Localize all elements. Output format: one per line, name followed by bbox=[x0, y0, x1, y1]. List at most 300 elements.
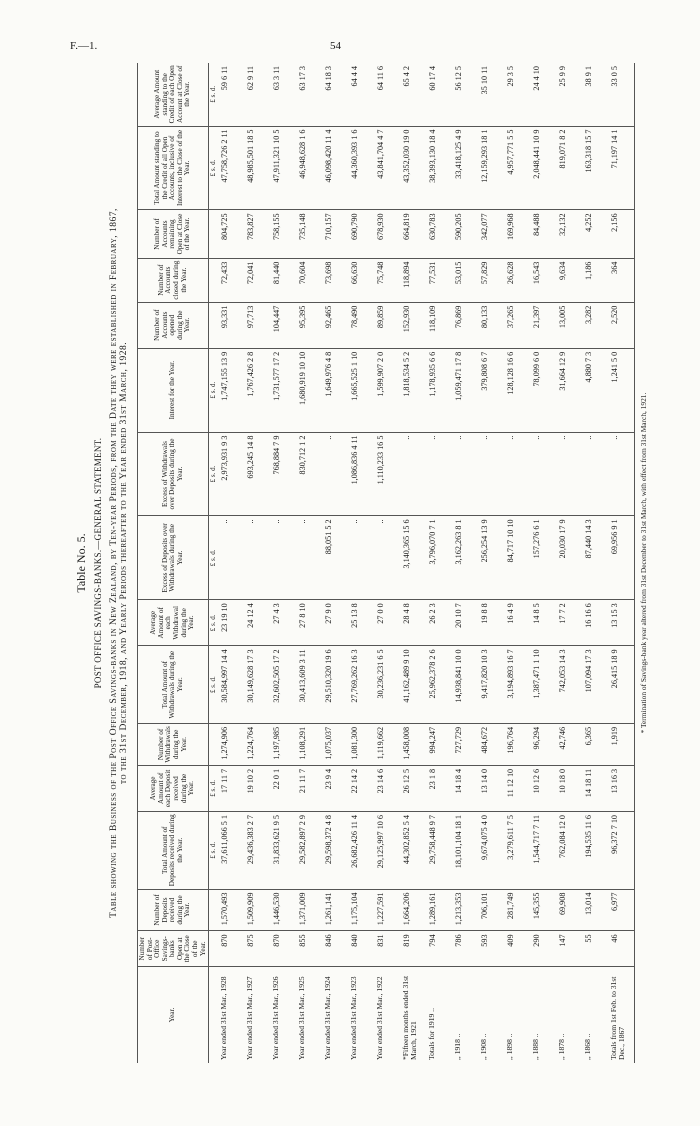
table-cell: 41,162,489 9 10 bbox=[400, 646, 426, 724]
table-cell: 693,245 14 8 bbox=[244, 432, 270, 516]
table-cell: 92,465 bbox=[322, 302, 348, 348]
table-cell: 66,630 bbox=[348, 258, 374, 302]
table-cell: 53,015 bbox=[452, 258, 478, 302]
table-cell: 379,808 6 7 bbox=[478, 348, 504, 432]
table-cell: 846 bbox=[322, 931, 348, 967]
table-cell: 32,602,505 17 2 bbox=[270, 646, 296, 724]
column-header: Average Amount standing to the Credit of each Open Account at Close of the Year. bbox=[138, 63, 209, 126]
table-cell: .. bbox=[322, 432, 348, 516]
table-cell: 152,930 bbox=[400, 302, 426, 348]
table-cell: 1,680,919 10 10 bbox=[296, 348, 322, 432]
unit-label bbox=[209, 967, 219, 1063]
table-cell: 27 4 3 bbox=[270, 600, 296, 646]
table-cell: 1,289,161 bbox=[426, 889, 452, 931]
table-row bbox=[608, 63, 635, 1063]
row-year-label: ,, 1868 .. bbox=[583, 1033, 593, 1060]
unit-label bbox=[209, 931, 219, 967]
table-cell: 16 16 6 bbox=[582, 600, 608, 646]
table-cell: 38,393,130 18 4 bbox=[426, 126, 452, 210]
table-cell: 22 0 1 bbox=[270, 765, 296, 811]
table-cell: 25 13 8 bbox=[348, 600, 374, 646]
table-cell: 29,582,897 2 9 bbox=[296, 811, 322, 889]
table-cell: 819,071 8 2 bbox=[556, 126, 582, 210]
table-cell: 71,197 14 1 bbox=[608, 126, 635, 210]
table-cell: 870 bbox=[218, 931, 244, 967]
table-cell: 46,098,420 11 4 bbox=[322, 126, 348, 210]
table-cell: 62 9 11 bbox=[244, 63, 270, 126]
table-row bbox=[478, 63, 504, 1063]
table-row bbox=[296, 63, 322, 1063]
table-cell: 875 bbox=[244, 931, 270, 967]
table-cell: 1,075,037 bbox=[322, 723, 348, 765]
table-cell: 29,758,448 9 7 bbox=[426, 811, 452, 889]
table-cell: 37,265 bbox=[504, 302, 530, 348]
table-cell: 1,509,909 bbox=[244, 889, 270, 931]
table-cell: .. bbox=[504, 432, 530, 516]
table-cell: 710,157 bbox=[322, 210, 348, 258]
table-cell: 30,236,231 6 5 bbox=[374, 646, 400, 724]
column-header: Year. bbox=[138, 967, 209, 1063]
row-year-label: Year ended 31st Mar., 1928 bbox=[219, 976, 229, 1060]
table-cell: 194,535 11 6 bbox=[582, 811, 608, 889]
table-cell: 13,014 bbox=[582, 889, 608, 931]
titles-block bbox=[74, 63, 129, 1063]
table-cell: 855 bbox=[296, 931, 322, 967]
table-cell: .. bbox=[530, 432, 556, 516]
table-cell: 256,254 13 9 bbox=[478, 516, 504, 600]
row-year-label: *Fifteen months ended 31st March, 1921 bbox=[401, 975, 419, 1060]
table-cell: 32,132 bbox=[556, 210, 582, 258]
table-cell: 1,110,233 16 5 bbox=[374, 432, 400, 516]
table-cell: 804,725 bbox=[218, 210, 244, 258]
table-row bbox=[400, 63, 426, 1063]
table-cell: .. bbox=[400, 432, 426, 516]
column-header: Excess of Deposits over Withdrawals during the Year. bbox=[138, 516, 209, 600]
table-title: POST OFFICE SAVINGS-BANKS.—GENERAL STATEMENT. bbox=[93, 437, 103, 689]
table-number: Table No. 5. bbox=[74, 533, 88, 593]
table-cell: 23 1 8 bbox=[426, 765, 452, 811]
table-cell: 33,418,125 4 9 bbox=[452, 126, 478, 210]
table-cell: 128,128 16 6 bbox=[504, 348, 530, 432]
savings-bank-table bbox=[137, 63, 635, 1063]
table-row bbox=[348, 63, 374, 1063]
table-cell: .. bbox=[348, 516, 374, 600]
unit-label bbox=[209, 723, 219, 765]
table-cell: 678,930 bbox=[374, 210, 400, 258]
table-cell: 762,084 12 0 bbox=[556, 811, 582, 889]
table-cell: 24 12 4 bbox=[244, 600, 270, 646]
table-cell: 35 10 11 bbox=[478, 63, 504, 126]
table-cell: 630,783 bbox=[426, 210, 452, 258]
table-cell: 64 11 6 bbox=[374, 63, 400, 126]
table-cell: 727,729 bbox=[452, 723, 478, 765]
table-cell: 93,331 bbox=[218, 302, 244, 348]
table-cell: 55 bbox=[582, 931, 608, 967]
table-cell: 48,985,501 18 5 bbox=[244, 126, 270, 210]
table-cell: 78,099 6 0 bbox=[530, 348, 556, 432]
table-cell: 64 18 3 bbox=[322, 63, 348, 126]
table-cell: 1,086,836 4 11 bbox=[348, 432, 374, 516]
table-cell: 76,869 bbox=[452, 302, 478, 348]
table-cell: .. bbox=[244, 516, 270, 600]
table-cell: 88,051 5 2 bbox=[322, 516, 348, 600]
table-cell: 409 bbox=[504, 931, 530, 967]
table-cell: 107,094 17 3 bbox=[582, 646, 608, 724]
row-year-label: ,, 1908 .. bbox=[479, 1033, 489, 1060]
unit-label: £ s. d. bbox=[209, 126, 219, 210]
table-cell: 1,649,976 4 8 bbox=[322, 348, 348, 432]
table-cell: .. bbox=[608, 432, 635, 516]
column-header: Number of Accounts remaining Open at Close of the Year. bbox=[138, 210, 209, 258]
row-year-label: Year ended 31st Mar., 1923 bbox=[349, 976, 359, 1060]
table-cell: 22 14 2 bbox=[348, 765, 374, 811]
table-cell: 37,611,066 5 1 bbox=[218, 811, 244, 889]
table-cell: .. bbox=[426, 432, 452, 516]
table-cell: 9,674,075 4 0 bbox=[478, 811, 504, 889]
page-number: 54 bbox=[330, 40, 341, 52]
table-cell: .. bbox=[374, 516, 400, 600]
table-cell: 1,059,471 17 8 bbox=[452, 348, 478, 432]
table-row bbox=[530, 63, 556, 1063]
table-cell: 13 16 3 bbox=[608, 765, 635, 811]
table-cell: 1,175,104 bbox=[348, 889, 374, 931]
unit-label: £ s. d. bbox=[209, 811, 219, 889]
table-cell: 69,956 9 1 bbox=[608, 516, 635, 600]
table-cell: 23 9 4 bbox=[322, 765, 348, 811]
table-row bbox=[218, 63, 244, 1063]
table-cell: 60 17 4 bbox=[426, 63, 452, 126]
table-cell: 95,395 bbox=[296, 302, 322, 348]
table-cell: 13 14 0 bbox=[478, 765, 504, 811]
table-cell: 2,520 bbox=[608, 302, 635, 348]
table-cell: 364 bbox=[608, 258, 635, 302]
table-cell: 1,544,717 7 11 bbox=[530, 811, 556, 889]
table-cell: 20,030 17 9 bbox=[556, 516, 582, 600]
row-year-label: ,, 1898 .. bbox=[505, 1033, 515, 1060]
table-cell: 80,133 bbox=[478, 302, 504, 348]
table-cell: 1,274,906 bbox=[218, 723, 244, 765]
table-cell: 593 bbox=[478, 931, 504, 967]
table-cell: 63 3 11 bbox=[270, 63, 296, 126]
table-cell: 1,599,907 2 0 bbox=[374, 348, 400, 432]
row-year-label: Year ended 31st Mar., 1922 bbox=[375, 976, 385, 1060]
table-cell: 590,205 bbox=[452, 210, 478, 258]
column-header: Number of Post-Office Savings-banks Open at the Close of the Year. bbox=[138, 931, 209, 967]
table-cell: 26,682,426 11 4 bbox=[348, 811, 374, 889]
table-cell: 30,584,997 14 4 bbox=[218, 646, 244, 724]
row-year-label: Year ended 31st Mar., 1925 bbox=[297, 976, 307, 1060]
table-cell: 484,672 bbox=[478, 723, 504, 765]
table-cell: 31,833,621 9 5 bbox=[270, 811, 296, 889]
table-cell: 31,664 12 9 bbox=[556, 348, 582, 432]
table-cell: 1,227,591 bbox=[374, 889, 400, 931]
table-cell: 3,282 bbox=[582, 302, 608, 348]
unit-label: £ s. d. bbox=[209, 600, 219, 646]
table-cell: 1,731,577 17 2 bbox=[270, 348, 296, 432]
table-cell: 4,252 bbox=[582, 210, 608, 258]
row-year-label: ,, 1888 .. bbox=[531, 1033, 541, 1060]
table-cell: 4,880 7 3 bbox=[582, 348, 608, 432]
column-header: Number of Deposits received during the Year. bbox=[138, 889, 209, 931]
table-cell: 27,769,262 16 3 bbox=[348, 646, 374, 724]
table-cell: 6,977 bbox=[608, 889, 635, 931]
unit-label: £ s. d. bbox=[209, 348, 219, 432]
table-cell: 29,598,372 4 8 bbox=[322, 811, 348, 889]
table-cell: 290 bbox=[530, 931, 556, 967]
table-cell: 1,178,935 6 6 bbox=[426, 348, 452, 432]
table-cell: .. bbox=[452, 432, 478, 516]
table-cell: 42,746 bbox=[556, 723, 582, 765]
row-year-label: Year ended 31st Mar., 1926 bbox=[271, 976, 281, 1060]
table-cell: 43,841,704 4 7 bbox=[374, 126, 400, 210]
table-cell: 29 3 5 bbox=[504, 63, 530, 126]
header-row bbox=[138, 63, 209, 1063]
table-cell: 2,048,441 10 9 bbox=[530, 126, 556, 210]
table-cell: 14 18 4 bbox=[452, 765, 478, 811]
table-cell: 96,372 7 10 bbox=[608, 811, 635, 889]
column-header: Interest for the Year. bbox=[138, 348, 209, 432]
rotated-page-content bbox=[70, 63, 649, 1063]
table-cell: 157,276 6 1 bbox=[530, 516, 556, 600]
table-cell: 17 7 2 bbox=[556, 600, 582, 646]
table-cell: 3,796,070 7 1 bbox=[426, 516, 452, 600]
table-cell: 831 bbox=[374, 931, 400, 967]
table-cell: 59 6 11 bbox=[218, 63, 244, 126]
table-cell: 870 bbox=[270, 931, 296, 967]
table-row bbox=[244, 63, 270, 1063]
table-cell: 14 18 11 bbox=[582, 765, 608, 811]
table-cell: 24 4 10 bbox=[530, 63, 556, 126]
unit-label bbox=[209, 210, 219, 258]
table-cell: 3,140,365 15 6 bbox=[400, 516, 426, 600]
table-cell: 26 12 5 bbox=[400, 765, 426, 811]
table-cell: 742,053 14 3 bbox=[556, 646, 582, 724]
table-cell: .. bbox=[296, 516, 322, 600]
table-cell: 163,318 15 7 bbox=[582, 126, 608, 210]
table-cell: 1,081,300 bbox=[348, 723, 374, 765]
column-header: Total Amount of Deposits received during the Year. bbox=[138, 811, 209, 889]
table-cell: 19 8 8 bbox=[478, 600, 504, 646]
table-cell: 3,279,611 7 5 bbox=[504, 811, 530, 889]
table-cell: 196,764 bbox=[504, 723, 530, 765]
column-header: Total Amount standing to the Credit of all Open Accounts, inclusive of Interest to the Close of the Year. bbox=[138, 126, 209, 210]
table-row bbox=[426, 63, 452, 1063]
column-header: Average Amount of each Withdrawal during the Year. bbox=[138, 600, 209, 646]
table-subtitle-line2: to the 31st December, 1918, and Yearly Periods thereafter to the Year ended 31st March, 1928. bbox=[119, 341, 129, 785]
table-cell: 19 10 2 bbox=[244, 765, 270, 811]
table-cell: 26 2 3 bbox=[426, 600, 452, 646]
table-cell: 281,749 bbox=[504, 889, 530, 931]
table-cell: 46 bbox=[608, 931, 635, 967]
table-cell: 78,490 bbox=[348, 302, 374, 348]
table-cell: 10 12 6 bbox=[530, 765, 556, 811]
table-cell: 46,948,628 1 6 bbox=[296, 126, 322, 210]
table-cell: 840 bbox=[348, 931, 374, 967]
table-cell: 16 4 9 bbox=[504, 600, 530, 646]
page-series-label: F.—1. bbox=[70, 40, 98, 52]
unit-label: £ s. d. bbox=[209, 646, 219, 724]
table-cell: 10 18 0 bbox=[556, 765, 582, 811]
table-cell: 1,224,764 bbox=[244, 723, 270, 765]
table-cell: 9,634 bbox=[556, 258, 582, 302]
table-cell: 57,829 bbox=[478, 258, 504, 302]
table-cell: 1,458,008 bbox=[400, 723, 426, 765]
table-cell: 1,213,353 bbox=[452, 889, 478, 931]
table-cell: 118,894 bbox=[400, 258, 426, 302]
table-cell: 17 11 7 bbox=[218, 765, 244, 811]
table-cell: 783,827 bbox=[244, 210, 270, 258]
table-cell: 20 10 7 bbox=[452, 600, 478, 646]
table-cell: 12,159,293 18 1 bbox=[478, 126, 504, 210]
table-cell: 96,294 bbox=[530, 723, 556, 765]
table-cell: 664,819 bbox=[400, 210, 426, 258]
table-cell: 4,957,771 5 5 bbox=[504, 126, 530, 210]
table-cell: 25,962,378 2 6 bbox=[426, 646, 452, 724]
table-cell: 13,005 bbox=[556, 302, 582, 348]
table-cell: 75,748 bbox=[374, 258, 400, 302]
table-cell: 47,911,321 10 5 bbox=[270, 126, 296, 210]
table-cell: .. bbox=[270, 516, 296, 600]
table-cell: 87,440 14 3 bbox=[582, 516, 608, 600]
table-cell: 38 9 1 bbox=[582, 63, 608, 126]
table-row bbox=[452, 63, 478, 1063]
row-year-label: ,, 1918 .. bbox=[453, 1033, 463, 1060]
table-cell: 30,149,628 17 3 bbox=[244, 646, 270, 724]
table-cell: 14,938,841 10 0 bbox=[452, 646, 478, 724]
column-header: Total Amount of Withdrawals during the Year. bbox=[138, 646, 209, 724]
table-cell: 18,101,104 18 1 bbox=[452, 811, 478, 889]
table-cell: 1,186 bbox=[582, 258, 608, 302]
table-cell: 1,108,291 bbox=[296, 723, 322, 765]
table-cell: 47,758,726 2 11 bbox=[218, 126, 244, 210]
table-cell: 1,241 5 0 bbox=[608, 348, 635, 432]
table-cell: 97,713 bbox=[244, 302, 270, 348]
table-cell: 1,747,155 13 9 bbox=[218, 348, 244, 432]
column-header: Excess of Withdrawals over Deposits during the Year. bbox=[138, 432, 209, 516]
table-cell: .. bbox=[582, 432, 608, 516]
table-cell: 758,155 bbox=[270, 210, 296, 258]
table-cell: 1,261,141 bbox=[322, 889, 348, 931]
table-cell: 1,664,206 bbox=[400, 889, 426, 931]
table-cell: 27 8 10 bbox=[296, 600, 322, 646]
table-cell: 1,446,530 bbox=[270, 889, 296, 931]
row-year-label: Totals from 1st Feb. to 31st Dec., 1867 bbox=[608, 967, 635, 1063]
table-row bbox=[270, 63, 296, 1063]
table-cell: 1,119,662 bbox=[374, 723, 400, 765]
table-cell: 26,628 bbox=[504, 258, 530, 302]
table-cell: 29,510,320 19 6 bbox=[322, 646, 348, 724]
table-cell: .. bbox=[218, 516, 244, 600]
table-cell: .. bbox=[556, 432, 582, 516]
table-cell: 70,604 bbox=[296, 258, 322, 302]
table-cell: 69,908 bbox=[556, 889, 582, 931]
table-cell: 830,712 1 2 bbox=[296, 432, 322, 516]
column-header: Number of Accounts opened during the Year. bbox=[138, 302, 209, 348]
table-cell: 72,041 bbox=[244, 258, 270, 302]
table-cell: 89,859 bbox=[374, 302, 400, 348]
column-header: Average Amount of each Deposit received during the Year. bbox=[138, 765, 209, 811]
unit-row bbox=[209, 63, 219, 1063]
table-cell: 30,413,609 3 11 bbox=[296, 646, 322, 724]
table-cell: 342,077 bbox=[478, 210, 504, 258]
table-cell: 29,125,997 10 6 bbox=[374, 811, 400, 889]
table-body bbox=[218, 63, 635, 1063]
table-cell: 1,767,426 2 8 bbox=[244, 348, 270, 432]
table-cell: 44,360,393 1 6 bbox=[348, 126, 374, 210]
table-cell: 16,543 bbox=[530, 258, 556, 302]
row-year-label: Year ended 31st Mar., 1924 bbox=[323, 976, 333, 1060]
table-cell: 73,698 bbox=[322, 258, 348, 302]
table-cell: 21 11 7 bbox=[296, 765, 322, 811]
column-header: Number of Accounts closed during the Year. bbox=[138, 258, 209, 302]
table-cell: 13 15 3 bbox=[608, 600, 635, 646]
table-cell: 27 0 0 bbox=[374, 600, 400, 646]
table-cell: 56 12 5 bbox=[452, 63, 478, 126]
table-cell: 43,352,030 19 0 bbox=[400, 126, 426, 210]
unit-label: £ s. d. bbox=[209, 63, 219, 126]
row-year-label: Totals for 1919 .. bbox=[427, 1008, 437, 1060]
table-cell: 81,440 bbox=[270, 258, 296, 302]
unit-label: £ s. d. bbox=[209, 765, 219, 811]
table-cell: 33 0 5 bbox=[608, 63, 635, 126]
table-cell: 118,109 bbox=[426, 302, 452, 348]
table-cell: 1,818,534 5 2 bbox=[400, 348, 426, 432]
table-cell: 11 12 10 bbox=[504, 765, 530, 811]
table-cell: 84,717 10 10 bbox=[504, 516, 530, 600]
table-cell: 104,447 bbox=[270, 302, 296, 348]
table-cell: 1,387,471 1 10 bbox=[530, 646, 556, 724]
table-cell: 84,488 bbox=[530, 210, 556, 258]
table-cell: 2,156 bbox=[608, 210, 635, 258]
table-cell: 3,162,263 8 1 bbox=[452, 516, 478, 600]
unit-label: £ s. d. bbox=[209, 516, 219, 600]
row-year-label: ,, 1878 .. bbox=[557, 1033, 567, 1060]
table-cell: 147 bbox=[556, 931, 582, 967]
table-cell: .. bbox=[478, 432, 504, 516]
unit-label bbox=[209, 889, 219, 931]
unit-label bbox=[209, 258, 219, 302]
table-cell: 706,101 bbox=[478, 889, 504, 931]
table-cell: 21,397 bbox=[530, 302, 556, 348]
row-year-label: Year ended 31st Mar., 1927 bbox=[245, 976, 255, 1060]
table-cell: 794 bbox=[426, 931, 452, 967]
table-cell: 23 19 10 bbox=[218, 600, 244, 646]
table-cell: 29,436,383 2 7 bbox=[244, 811, 270, 889]
table-cell: 1,665,525 1 10 bbox=[348, 348, 374, 432]
table-cell: 63 17 3 bbox=[296, 63, 322, 126]
table-cell: 1,919 bbox=[608, 723, 635, 765]
unit-label: £ s. d. bbox=[209, 432, 219, 516]
table-cell: 6,365 bbox=[582, 723, 608, 765]
table-cell: 3,194,893 16 7 bbox=[504, 646, 530, 724]
table-cell: 72,433 bbox=[218, 258, 244, 302]
table-cell: 28 4 8 bbox=[400, 600, 426, 646]
table-cell: 1,371,009 bbox=[296, 889, 322, 931]
table-row bbox=[322, 63, 348, 1063]
table-cell: 23 14 6 bbox=[374, 765, 400, 811]
table-cell: 9,417,820 10 3 bbox=[478, 646, 504, 724]
table-cell: 735,148 bbox=[296, 210, 322, 258]
table-cell: 64 4 4 bbox=[348, 63, 374, 126]
table-cell: 44,302,852 5 4 bbox=[400, 811, 426, 889]
column-header: Number of Withdrawals during the Year. bbox=[138, 723, 209, 765]
unit-label bbox=[209, 302, 219, 348]
table-row bbox=[504, 63, 530, 1063]
table-cell: 65 4 2 bbox=[400, 63, 426, 126]
table-cell: 25 9 9 bbox=[556, 63, 582, 126]
table-row bbox=[582, 63, 608, 1063]
table-subtitle-line1: Table showing the Business of the Post Office Savings-banks in New Zealand, by Ten-year Periods, from the Date they were established in February, 1867, bbox=[109, 208, 119, 918]
